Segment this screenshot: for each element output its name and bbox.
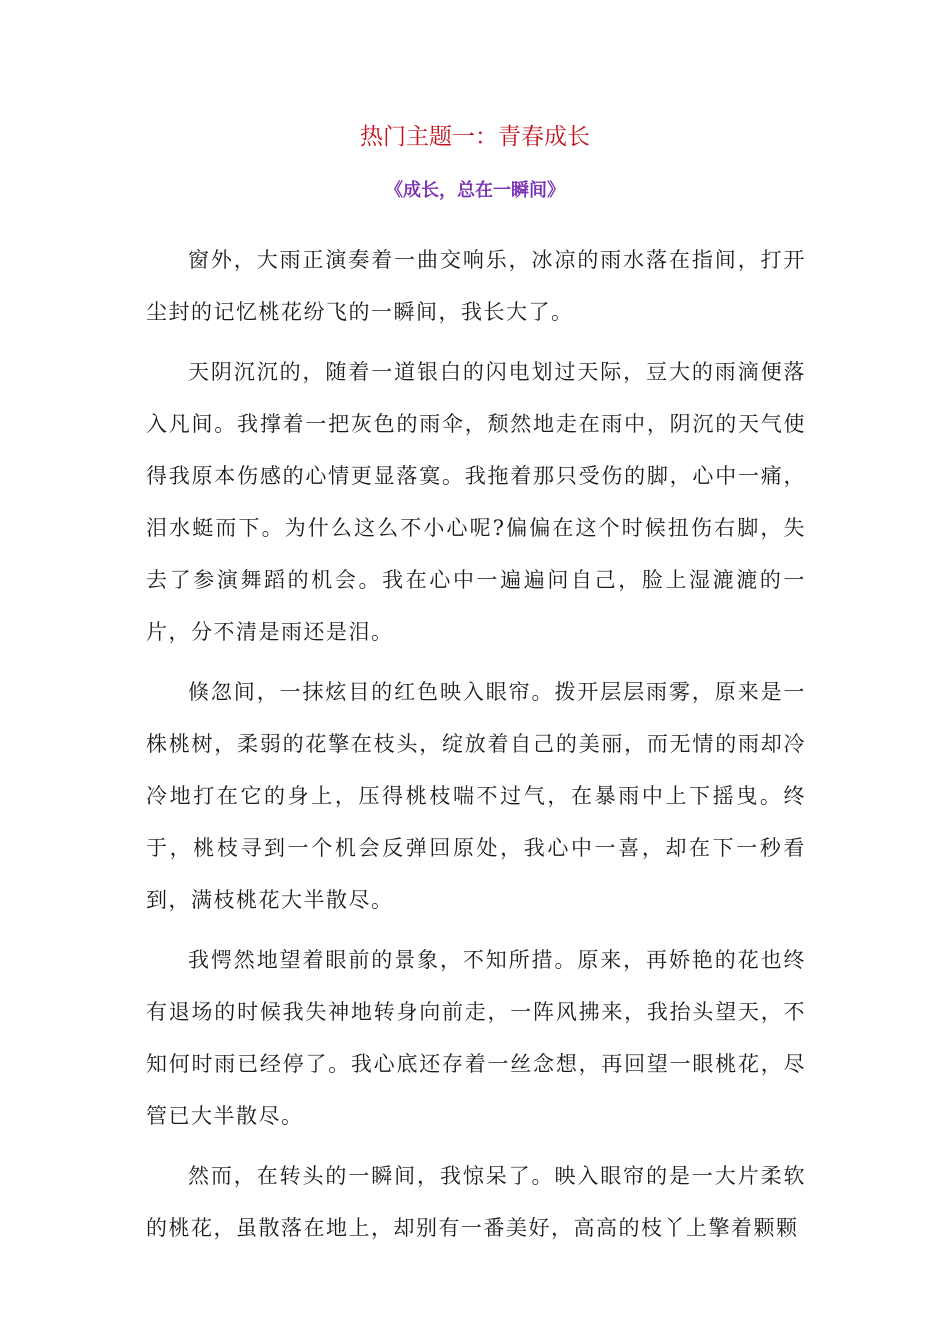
paragraph: 然而，在转头的一瞬间，我惊呆了。映入眼帘的是一大片柔软的桃花，虽散落在地上，却别有一番美好，高高的枝丫上擎着颗颗 xyxy=(146,1164,806,1240)
paragraph: 天阴沉沉的，随着一道银白的闪电划过天际，豆大的雨滴便落入凡间。我撑着一把灰色的雨伞，颓然地走在雨中，阴沉的天气使得我原本伤感的心情更显落寞。我拖着那只受伤的脚，心中一痛，泪水蜓而下。为什么这么不小心呢?偏偏在这个时候扭伤右脚，失去了参演舞蹈的机会。我在心中一遍遍问自己，脸上湿漉漉的一片，分不清是雨还是泪。 xyxy=(146,360,806,644)
paragraph: 我愕然地望着眼前的景象，不知所措。原来，再娇艳的花也终有退场的时候我失神地转身向前走，一阵风拂来，我抬头望天，不知何时雨已经停了。我心底还存着一丝念想，再回望一眼桃花，尽管已大半散尽。 xyxy=(146,948,806,1128)
document-body xyxy=(146,234,806,1262)
document-subtitle: 《成长，总在一瞬间》 xyxy=(385,180,565,201)
paragraph: 窗外，大雨正演奏着一曲交响乐，冰凉的雨水落在指间，打开尘封的记忆桃花纷飞的一瞬间，我长大了。 xyxy=(146,248,806,324)
document-title: 热门主题一：青春成长 xyxy=(360,124,590,150)
paragraph: 倏忽间，一抹炫目的红色映入眼帘。拨开层层雨雾，原来是一株桃树，柔弱的花擎在枝头，绽放着自己的美丽，而无情的雨却冷冷地打在它的身上，压得桃枝喘不过气，在暴雨中上下摇曳。终于，桃枝寻到一个机会反弹回原处，我心中一喜，却在下一秒看到，满枝桃花大半散尽。 xyxy=(146,680,806,912)
